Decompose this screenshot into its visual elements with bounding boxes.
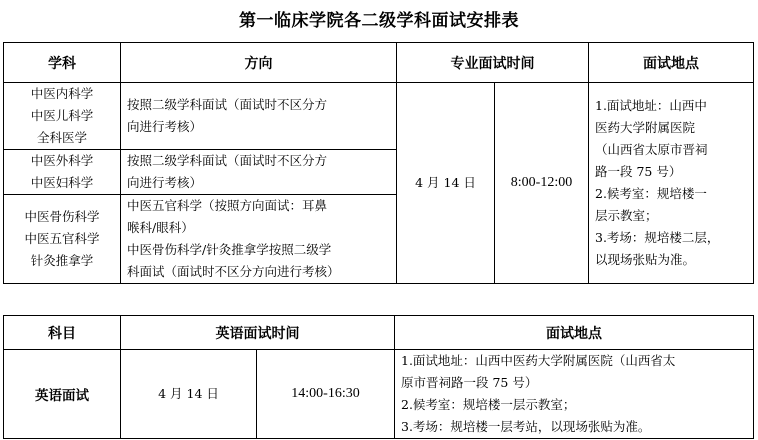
table-header-row: [4, 316, 754, 350]
subject-cell: [4, 83, 121, 150]
location-cell: [589, 83, 754, 284]
subject-name: 中医五官科学: [24, 231, 100, 246]
direction-text: 中医骨伤科学/针灸推拿学按照二级学: [127, 242, 332, 257]
location-text: 1.面试地址：山西中: [595, 98, 707, 113]
location-text: 3.考场：规培楼一层考站，以现场张贴为准。: [401, 419, 651, 434]
table-row: [4, 350, 754, 439]
direction-text: 科面试（面试时不区分方向进行考核）: [127, 264, 340, 279]
subject-name: 中医外科学: [30, 153, 94, 168]
table-header-row: [4, 43, 754, 83]
header-location: 面试地点: [395, 316, 754, 350]
direction-text: 按照二级学科面试（面试时不区分方: [127, 97, 328, 112]
subject-cell: [4, 150, 121, 195]
direction-text: 中医五官科学（按照方向面试：耳鼻: [127, 198, 328, 213]
location-text: 路一段 75 号）: [595, 164, 682, 179]
table-row: [4, 83, 754, 150]
header-subject: 学科: [4, 43, 121, 83]
subject-name: 中医儿科学: [30, 108, 94, 123]
location-text: 2.候考室：规培楼一层示教室；: [401, 397, 576, 412]
interview-time: 8:00-12:00: [495, 83, 589, 284]
location-text: 医药大学附属医院: [595, 120, 696, 135]
english-time: 14:00-16:30: [257, 350, 395, 439]
header-subject: 科目: [4, 316, 121, 350]
subject-name: 中医妇科学: [30, 175, 94, 190]
english-interview-table: [3, 315, 754, 439]
direction-text: 向进行考核）: [127, 119, 203, 134]
location-text: 3.考场：规培楼二层，: [595, 230, 720, 245]
direction-text: 向进行考核）: [127, 175, 203, 190]
direction-cell: [121, 150, 397, 195]
subject-name: 全科医学: [36, 130, 87, 145]
english-date: 4 月 14 日: [121, 350, 257, 439]
direction-cell: [121, 195, 397, 284]
location-text: （山西省太原市晋祠: [595, 142, 708, 157]
english-subject: 英语面试: [4, 350, 121, 439]
interview-date: 4 月 14 日: [397, 83, 495, 284]
subject-name: 针灸推拿学: [30, 253, 94, 268]
direction-text: 喉科/眼科）: [127, 220, 194, 235]
subject-name: 中医内科学: [30, 86, 94, 101]
header-time: 专业面试时间: [397, 43, 589, 83]
header-direction: 方向: [121, 43, 397, 83]
location-text: 1.面试地址：山西中医药大学附属医院（山西省太: [401, 353, 676, 368]
location-cell: [395, 350, 754, 439]
location-text: 以现场张贴为准。: [595, 252, 696, 267]
direction-text: 按照二级学科面试（面试时不区分方: [127, 153, 328, 168]
header-location: 面试地点: [589, 43, 754, 83]
subject-name: 中医骨伤科学: [24, 209, 100, 224]
location-text: 原市晋祠路一段 75 号）: [401, 375, 538, 390]
direction-cell: [121, 83, 397, 150]
subject-interview-table: [3, 42, 754, 284]
location-text: 2.候考室：规培楼一: [595, 186, 707, 201]
location-text: 层示教室；: [595, 208, 658, 223]
page-title: 第一临床学院各二级学科面试安排表: [239, 11, 519, 31]
subject-cell: [4, 195, 121, 284]
header-english-time: 英语面试时间: [121, 316, 395, 350]
